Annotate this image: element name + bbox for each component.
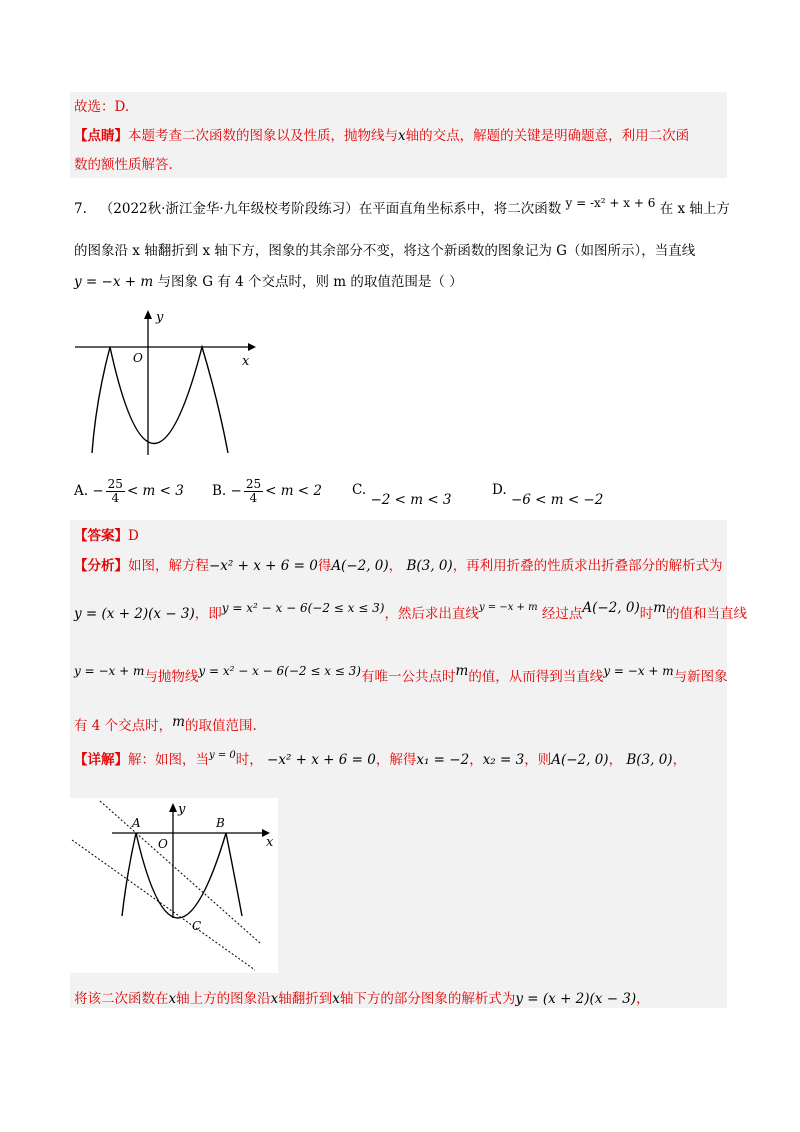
analysis-line-2 <box>74 600 748 625</box>
point-b-label: B <box>216 816 225 830</box>
option-a[interactable] <box>74 478 184 505</box>
analysis-text-1b: 得 <box>317 558 332 574</box>
figure-solution-graph <box>70 798 278 973</box>
origin-label: O <box>133 351 143 365</box>
fold-equation: y = (x + 2)(x − 3) <box>74 606 195 622</box>
point-b-3: B(3, 0) <box>626 752 673 768</box>
option-d-label: D. <box>492 482 507 498</box>
answer-line <box>74 527 139 545</box>
option-a-label: A. <box>74 483 89 499</box>
option-c-text: −2 < m < 3 <box>370 492 452 508</box>
analysis-line-3 <box>74 663 728 686</box>
dashed-line-upper <box>100 801 260 943</box>
option-b-rest: < m < 2 <box>265 483 322 499</box>
answer-tag: 【答案】 <box>74 528 128 544</box>
detail-line-1 <box>74 751 686 771</box>
last-text-a: 将该二次函数在 <box>74 991 169 1007</box>
analysis-equation-1: −x² + x + 6 = 0 <box>209 558 318 574</box>
option-b-num: 25 <box>245 477 262 491</box>
analysis-text-1: 如图，解方程 <box>128 558 209 574</box>
choice-line <box>74 98 129 116</box>
last-equation: y = (x + 2)(x − 3) <box>515 991 637 1007</box>
comma-1: ， <box>469 752 483 768</box>
comment-text-1a: 本题考查二次函数的图象以及性质，抛物线与 <box>128 128 398 144</box>
point-a-2: A(−2, 0) <box>582 600 640 616</box>
figure-graph-g <box>70 305 270 465</box>
detail-text-1: 解：如图，当 <box>128 752 209 768</box>
x-axis-label: x <box>266 835 274 850</box>
analysis-text-1c: ，再利用折叠的性质求出折叠部分的解析式为 <box>452 558 723 574</box>
y-axis-label: y <box>156 310 164 325</box>
x-axis-label: x <box>242 354 250 369</box>
analysis-line-4 <box>74 714 257 735</box>
root-x2: x₂ = 3 <box>482 752 525 768</box>
question-line-equation: y = −x + m <box>74 274 154 290</box>
question-text-1a: 在平面直角坐标系中，将二次函数 <box>358 201 562 217</box>
comma-2: ， <box>608 752 623 768</box>
comment-line-1 <box>74 127 689 145</box>
line-equation-4: y = −x + m <box>603 664 674 678</box>
m-symbol-1: m <box>653 600 667 616</box>
comment-text-1b: 轴的交点，解题的关键是明确题意，利用二次函 <box>405 128 690 144</box>
detail-text-1e: ， <box>672 752 687 768</box>
point-c-label: C <box>192 919 202 933</box>
y-axis-arrow <box>169 803 177 812</box>
option-a-rest: < m < 3 <box>126 483 184 499</box>
analysis-text-4b: 的取值范围. <box>184 718 257 734</box>
detail-text-1c: ，解得 <box>375 752 417 768</box>
comment-tag: 【点睛】 <box>74 128 128 144</box>
point-a-label: A <box>132 816 141 830</box>
analysis-text-3a: 与抛物线 <box>144 669 199 685</box>
option-c-label: C. <box>352 482 367 498</box>
analysis-tag: 【分析】 <box>74 558 128 574</box>
x-axis-arrow <box>248 343 256 351</box>
analysis-text-3b: 有唯一公共点时 <box>361 669 456 685</box>
question-line-3 <box>74 273 463 291</box>
analysis-text-2e: 的值和当直线 <box>666 606 748 622</box>
last-x-1: x <box>168 991 177 1007</box>
line-equation-3: y = −x + m <box>74 664 145 678</box>
analysis-text-2d: 时 <box>639 606 654 622</box>
parabola-equation: y = x² − x − 6(−2 ≤ x ≤ 3) <box>198 664 361 678</box>
option-b-label: B. <box>212 483 227 499</box>
analysis-text-2b: ，然后求出直线 <box>384 606 479 622</box>
detail-text-1b: 时， <box>235 752 263 768</box>
last-text-d: 轴下方的部分图象的解析式为 <box>339 991 516 1007</box>
question-line-1 <box>74 196 730 218</box>
answer-value: D <box>128 528 139 544</box>
question-text-3: 与图象 G 有 4 个交点时，则 m 的取值范围是（ ） <box>157 274 463 290</box>
question-text-2: 的图象沿 x 轴翻折到 x 轴下方，图象的其余部分不变，将这个新函数的图象记为 G（如图所示），当直线 <box>74 243 696 259</box>
dashed-line-lower <box>72 840 255 970</box>
m-symbol-3: m <box>172 714 185 730</box>
option-b-neg: − <box>230 483 242 499</box>
analysis-text-4a: 有 4 个交点时， <box>74 718 173 734</box>
question-function: y = -x² + x + 6 <box>565 196 656 210</box>
choice-text: 故选：D. <box>74 99 130 115</box>
question-text-1b: 在 x 轴上方 <box>659 201 730 217</box>
point-a-3: A(−2, 0) <box>551 752 609 768</box>
option-a-num: 25 <box>107 477 123 491</box>
y-axis-arrow <box>144 310 152 319</box>
option-b[interactable] <box>212 478 322 505</box>
graph-curve <box>122 833 242 918</box>
question-line-2 <box>74 242 695 260</box>
last-text-e: ， <box>636 991 650 1007</box>
option-b-fraction <box>244 478 263 505</box>
detail-text-1d: ，则 <box>524 752 552 768</box>
analysis-text-2c: 经过点 <box>541 606 583 622</box>
last-x-2: x <box>270 991 279 1007</box>
comment-text-2: 数的额性质解答. <box>74 157 173 173</box>
option-a-den: 4 <box>111 491 120 505</box>
origin-label: O <box>158 837 168 851</box>
last-text-c: 轴翻折到 <box>278 991 333 1007</box>
comment-x: x <box>398 128 406 144</box>
question-source: （2022秋·浙江金华·九年级校考阶段练习） <box>99 201 359 217</box>
separator-1: ， <box>388 558 403 574</box>
option-d[interactable] <box>492 482 604 508</box>
last-text-b: 轴上方的图象沿 <box>176 991 271 1007</box>
question-number: 7. <box>74 201 87 217</box>
option-a-fraction <box>106 478 125 505</box>
point-a: A(−2, 0) <box>331 558 389 574</box>
option-d-text: −6 < m < −2 <box>510 492 604 508</box>
analysis-text-2a: ，即 <box>194 606 222 622</box>
y-equals-zero: y = 0 <box>209 750 236 761</box>
comment-line-2 <box>74 156 173 174</box>
graph-curve <box>92 347 228 453</box>
option-c[interactable] <box>352 482 452 508</box>
analysis-line-1 <box>74 557 723 575</box>
root-x1: x₁ = −2 <box>416 752 470 768</box>
analysis-text-3d: 与新图象 <box>673 669 728 685</box>
detail-equation: −x² + x + 6 = 0 <box>267 752 376 768</box>
option-a-neg: − <box>92 483 104 499</box>
analysis-text-3c: 的值，从而得到当直线 <box>468 669 604 685</box>
point-b: B(3, 0) <box>406 558 453 574</box>
detail-tag: 【详解】 <box>74 752 128 768</box>
fold-equation-range: y = x² − x − 6(−2 ≤ x ≤ 3) <box>221 601 385 615</box>
last-x-3: x <box>332 991 340 1007</box>
y-axis-label: y <box>178 802 186 817</box>
line-equation-small: y = −x + m <box>478 602 538 613</box>
detail-last-line <box>74 990 650 1008</box>
option-b-den: 4 <box>249 491 258 505</box>
m-symbol-2: m <box>455 663 469 679</box>
